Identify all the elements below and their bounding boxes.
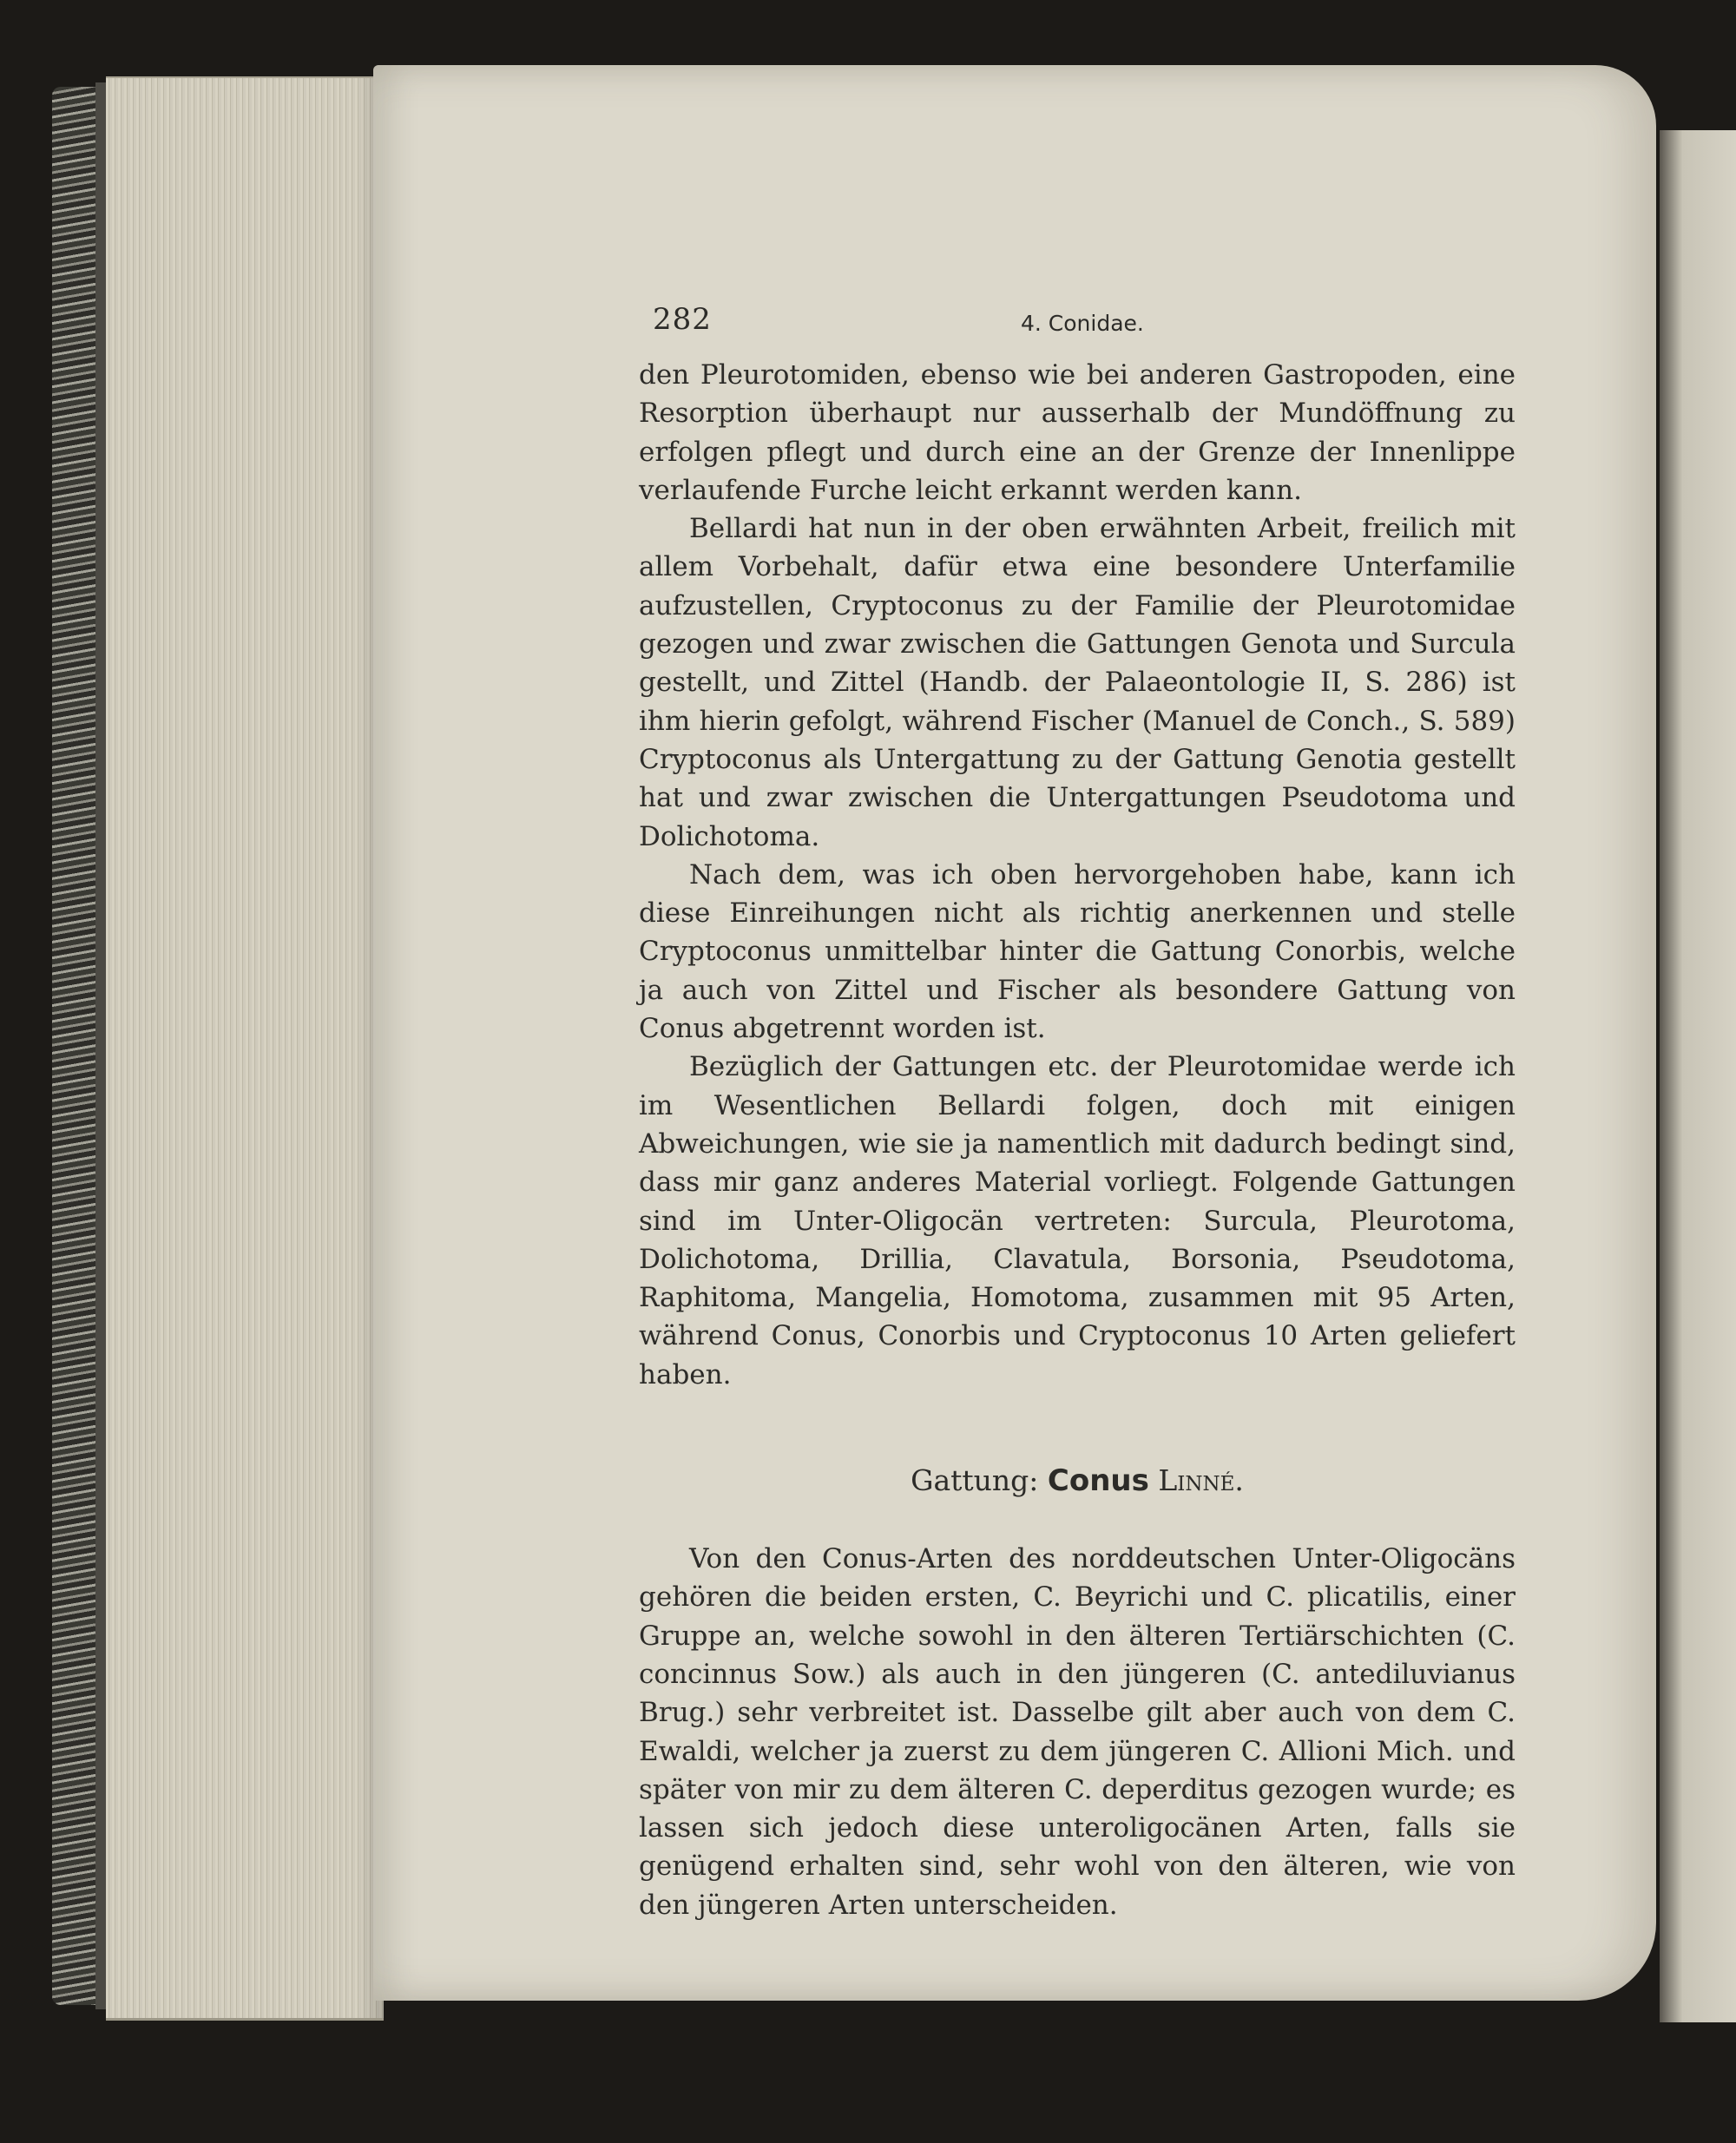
heading-prefix: Gattung: <box>911 1463 1039 1498</box>
paragraph: Bezüglich der Gattungen etc. der Pleurotomidae werde ich im Wesentlichen Bellardi folgen, doch mit einigen Abweichungen, wie sie ja namentlich mit dadurch bedingt sind, dass mir ganz anderes Material vorliegt. Folgende Gattungen sind im Unter-Oligocän vertreten: Surcula, Pleurotoma, Dolichotoma, Drillia, Clavatula, Borsonia, Pseudotoma, Raphitoma, Mangelia, Homotoma, zusammen mit 95 Arten, während Conus, Conorbis und Cryptoconus 10 Arten geliefert haben. <box>639 1051 1516 1390</box>
page-stack <box>106 76 384 2021</box>
body-text <box>639 356 1516 1924</box>
page-number: 282 <box>653 302 712 337</box>
running-title: 4. Conidae. <box>1021 311 1144 336</box>
paragraph: Nach dem, was ich oben hervorgehoben habe, kann ich diese Einreihungen nicht als richtig anerkennen und stelle Cryptoconus unmittelbar hinter die Gattung Conorbis, welche ja auch von Zittel und Fischer als besondere Gattung von Conus abgetrennt worden ist. <box>639 858 1516 1045</box>
page-header <box>639 295 1516 356</box>
page-text-block <box>639 295 1516 1924</box>
heading-genus: Conus <box>1047 1463 1149 1499</box>
paragraph: Von den Conus-Arten des norddeutschen Unter-Oligocäns gehören die beiden ersten, C. Beyrichi und C. plicatilis, einer Gruppe an, welche sowohl in den älteren Tertiärschichten (C. concinnus Sow.) als auch in den jüngeren (C. antediluvianus Brug.) sehr verbreitet ist. Dasselbe gilt aber auch von dem C. Ewaldi, welcher ja zuerst zu dem jüngeren C. Allioni Mich. und später von mir zu dem älteren C. deperditus gezogen wurde; es lassen sich jedoch diese unteroligocänen Arten, falls sie genügend erhalten sind, sehr wohl von den älteren, wie von den jüngeren Arten unterscheiden. <box>639 1543 1516 1921</box>
paragraph: den Pleurotomiden, ebenso wie bei anderen Gastropoden, eine Resorption überhaupt nur ausserhalb der Mundöffnung zu erfolgen pflegt und durch eine an der Grenze der Innenlippe verlaufende Furche leicht erkannt werden kann. <box>639 359 1516 506</box>
heading-author: Linné. <box>1158 1463 1244 1498</box>
next-page-edge <box>1660 130 1736 2022</box>
section-heading <box>639 1463 1516 1498</box>
paragraph: Bellardi hat nun in der oben erwähnten Arbeit, freilich mit allem Vorbehalt, dafür etwa eine besondere Unterfamilie aufzustellen, Cryptoconus zu der Familie der Pleurotomidae gezogen und zwar zwischen die Gattungen Genota und Surcula gestellt, und Zittel (Handb. der Palaeontologie II, S. 286) ist ihm hierin gefolgt, während Fischer (Manuel de Conch., S. 589) Cryptoconus als Untergattung zu der Gattung Genotia gestellt hat und zwar zwischen die Untergattungen Pseudotoma und Dolichotoma. <box>639 513 1516 852</box>
